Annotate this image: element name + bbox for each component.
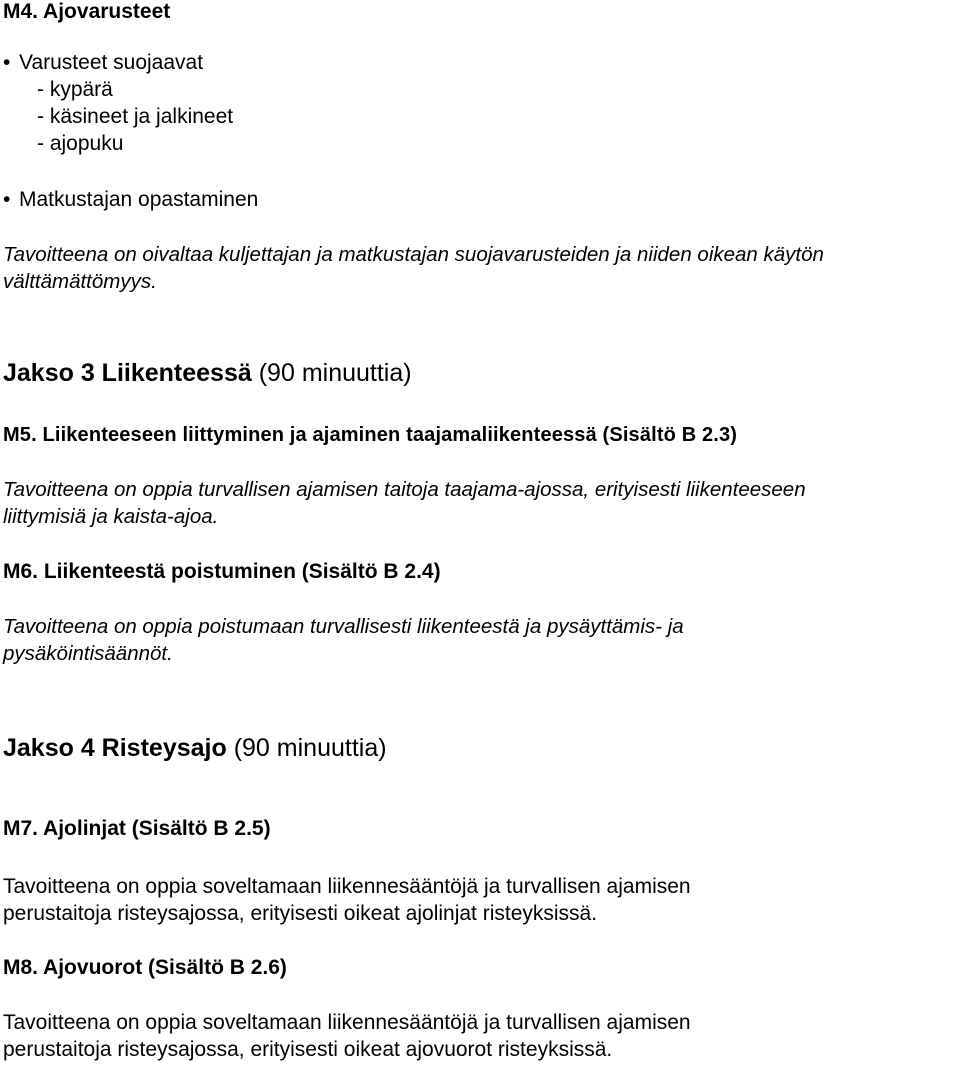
goal-paragraph-m4 [3, 241, 824, 295]
section-duration: (90 minuuttia) [233, 734, 387, 762]
goal-paragraph-m6 [3, 613, 684, 667]
bullet-list-varusteet [3, 49, 233, 157]
sub-item-ajopuku: - ajopuku [37, 132, 124, 155]
goal-line: perustaitoja risteysajossa, erityisesti oikeat ajovuorot risteyksissä. [3, 1038, 613, 1061]
goal-line: Tavoitteena on oivaltaa kuljettajan ja matkustajan suojavarusteiden ja niiden oikean käytön [3, 243, 824, 266]
module-heading-m7: M7. Ajolinjat (Sisältö B 2.5) [3, 817, 271, 840]
module-heading-m4: M4. Ajovarusteet [3, 0, 171, 23]
section-heading-jakso-4 [3, 734, 387, 762]
section-title: Jakso 3 Liikenteessä [3, 359, 252, 387]
bullet-item-varusteet [3, 49, 233, 76]
bullet-text: Varusteet suojaavat [19, 51, 204, 74]
goal-line: pysäköintisäännöt. [3, 642, 173, 665]
goal-line: Tavoitteena on oppia turvallisen ajamisen taitoja taajama-ajossa, erityisesti liikenteeseen [3, 478, 806, 501]
goal-line: välttämättömyys. [3, 270, 157, 293]
module-heading-m5: M5. Liikenteeseen liittyminen ja ajaminen taajamaliikenteessä (Sisältö B 2.3) [3, 424, 738, 446]
bullet-icon: • [3, 51, 11, 74]
goal-line: Tavoitteena on oppia soveltamaan liikennesääntöjä ja turvallisen ajamisen [3, 1011, 691, 1034]
bullet-list-matkustaja [3, 186, 258, 213]
module-heading-m8: M8. Ajovuorot (Sisältö B 2.6) [3, 956, 287, 979]
bullet-text: Matkustajan opastaminen [19, 188, 259, 211]
goal-line: Tavoitteena on oppia poistumaan turvallisesti liikenteestä ja pysäyttämis- ja [3, 615, 684, 638]
bullet-item-matkustaja [3, 186, 258, 213]
goal-line: perustaitoja risteysajossa, erityisesti oikeat ajolinjat risteyksissä. [3, 902, 598, 925]
section-heading-jakso-3 [3, 359, 412, 387]
goal-paragraph-m7 [3, 873, 691, 927]
module-heading-m6: M6. Liikenteestä poistuminen (Sisältö B 2.4) [3, 560, 441, 583]
section-duration: (90 minuuttia) [258, 359, 412, 387]
sub-item-kasineet: - käsineet ja jalkineet [37, 105, 234, 128]
goal-line: Tavoitteena on oppia soveltamaan liikennesääntöjä ja turvallisen ajamisen [3, 875, 691, 898]
sub-item-kypara: - kypärä [37, 78, 113, 101]
goal-paragraph-m8 [3, 1009, 691, 1063]
goal-line: liittymisiä ja kaista-ajoa. [3, 505, 219, 528]
bullet-icon: • [3, 188, 11, 211]
section-title: Jakso 4 Risteysajo [3, 734, 227, 762]
goal-paragraph-m5 [3, 476, 806, 530]
